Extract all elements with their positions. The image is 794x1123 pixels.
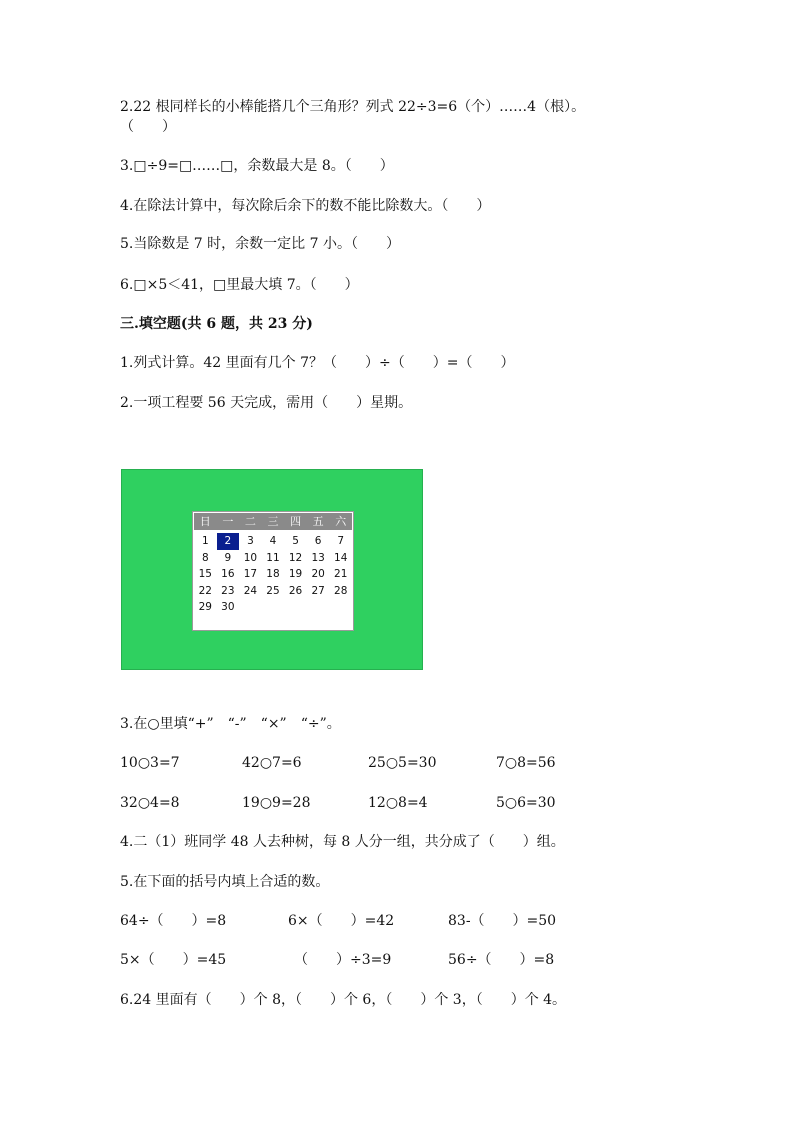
judge-q2-line1: 2.22 根同样长的小棒能搭几个三角形？列式 22÷3=6（个）……4（根）。 <box>120 99 586 115</box>
fill-q5-item: 83-（ ）=50 <box>448 913 557 929</box>
weekday: 二 <box>244 515 256 528</box>
fill-q3-item: 19○9=28 <box>242 795 311 811</box>
fill-q3-item: 10○3=7 <box>120 755 180 771</box>
fill-q3-item: 5○6=30 <box>496 795 556 811</box>
weekday: 三 <box>267 515 279 528</box>
calendar-day: 27 <box>311 584 325 597</box>
section-heading-fill: 三.填空题(共 6 题，共 23 分) <box>120 316 313 332</box>
calendar-day: 13 <box>311 551 325 564</box>
weekday: 六 <box>335 515 347 528</box>
calendar <box>192 511 354 631</box>
fill-q4: 4.二（1）班同学 48 人去种树，每 8 人分一组，共分成了（ ）组。 <box>120 834 565 850</box>
fill-q5-item: 56÷（ ）=8 <box>448 952 555 968</box>
calendar-day: 15 <box>198 568 212 580</box>
calendar-day: 2 <box>217 533 240 550</box>
weekday: 一 <box>222 515 234 528</box>
calendar-day: 22 <box>198 584 212 597</box>
fill-q5-item: 64÷（ ）=8 <box>120 913 227 929</box>
fill-q6: 6.24 里面有（ ）个 8，（ ）个 6，（ ）个 3，（ ）个 4。 <box>120 992 567 1008</box>
fill-q3-item: 32○4=8 <box>120 795 180 811</box>
weekday: 四 <box>290 515 302 528</box>
calendar-picture <box>121 469 423 670</box>
calendar-day: 17 <box>243 568 258 580</box>
calendar-day: 7 <box>337 535 345 547</box>
fill-q2: 2.一项工程要 56 天完成，需用（ ）星期。 <box>120 395 413 411</box>
judge-q3: 3.□÷9=□……□，余数最大是 8。（ ） <box>120 158 394 174</box>
calendar-day: 25 <box>266 584 280 597</box>
judge-q2-line2: （ ） <box>120 119 176 135</box>
calendar-day: 21 <box>334 568 348 580</box>
calendar-day: 24 <box>243 584 258 597</box>
calendar-day: 29 <box>198 601 212 613</box>
judge-q5: 5.当除数是 7 时，余数一定比 7 小。（ ） <box>120 236 400 252</box>
calendar-day: 26 <box>288 584 303 597</box>
calendar-day: 23 <box>221 584 235 597</box>
judge-q4: 4.在除法计算中，每次除后余下的数不能比除数大。（ ） <box>120 198 491 214</box>
calendar-weekday-header <box>194 513 352 530</box>
fill-q5-item: 5×（ ）=45 <box>120 952 227 968</box>
calendar-day: 9 <box>224 551 232 564</box>
fill-q3-item: 12○8=4 <box>368 795 428 811</box>
judge-q6: 6.□×5＜41，□里最大填 7。（ ） <box>120 277 359 293</box>
calendar-day: 18 <box>266 568 280 580</box>
fill-q3-item: 7○8=56 <box>496 755 556 771</box>
calendar-day: 14 <box>334 551 348 564</box>
fill-q5: 5.在下面的括号内填上合适的数。 <box>120 874 330 890</box>
fill-q3: 3.在○里填“+” “-” “×” “÷”。 <box>120 716 341 732</box>
calendar-day: 16 <box>221 568 235 580</box>
calendar-day: 10 <box>243 551 258 564</box>
fill-q3-item: 25○5=30 <box>368 755 437 771</box>
calendar-day: 11 <box>266 551 280 564</box>
weekday: 五 <box>312 515 324 528</box>
calendar-day: 1 <box>201 535 209 547</box>
fill-q3-item: 42○7=6 <box>242 755 302 771</box>
calendar-day: 5 <box>292 535 299 547</box>
calendar-day: 12 <box>288 551 303 564</box>
calendar-day: 4 <box>269 535 277 547</box>
fill-q5-item: （ ）÷3=9 <box>294 952 392 968</box>
calendar-day: 30 <box>221 601 235 613</box>
calendar-day: 3 <box>247 535 254 547</box>
calendar-day: 6 <box>314 535 322 547</box>
weekday: 日 <box>199 515 211 528</box>
calendar-day: 20 <box>311 568 325 580</box>
calendar-day: 8 <box>201 551 209 564</box>
calendar-day: 28 <box>334 584 348 597</box>
calendar-days <box>193 533 353 616</box>
fill-q1: 1.列式计算。42 里面有几个 7？（ ）÷（ ）=（ ） <box>120 355 515 371</box>
calendar-day: 19 <box>288 568 303 580</box>
fill-q5-item: 6×（ ）=42 <box>288 913 395 929</box>
